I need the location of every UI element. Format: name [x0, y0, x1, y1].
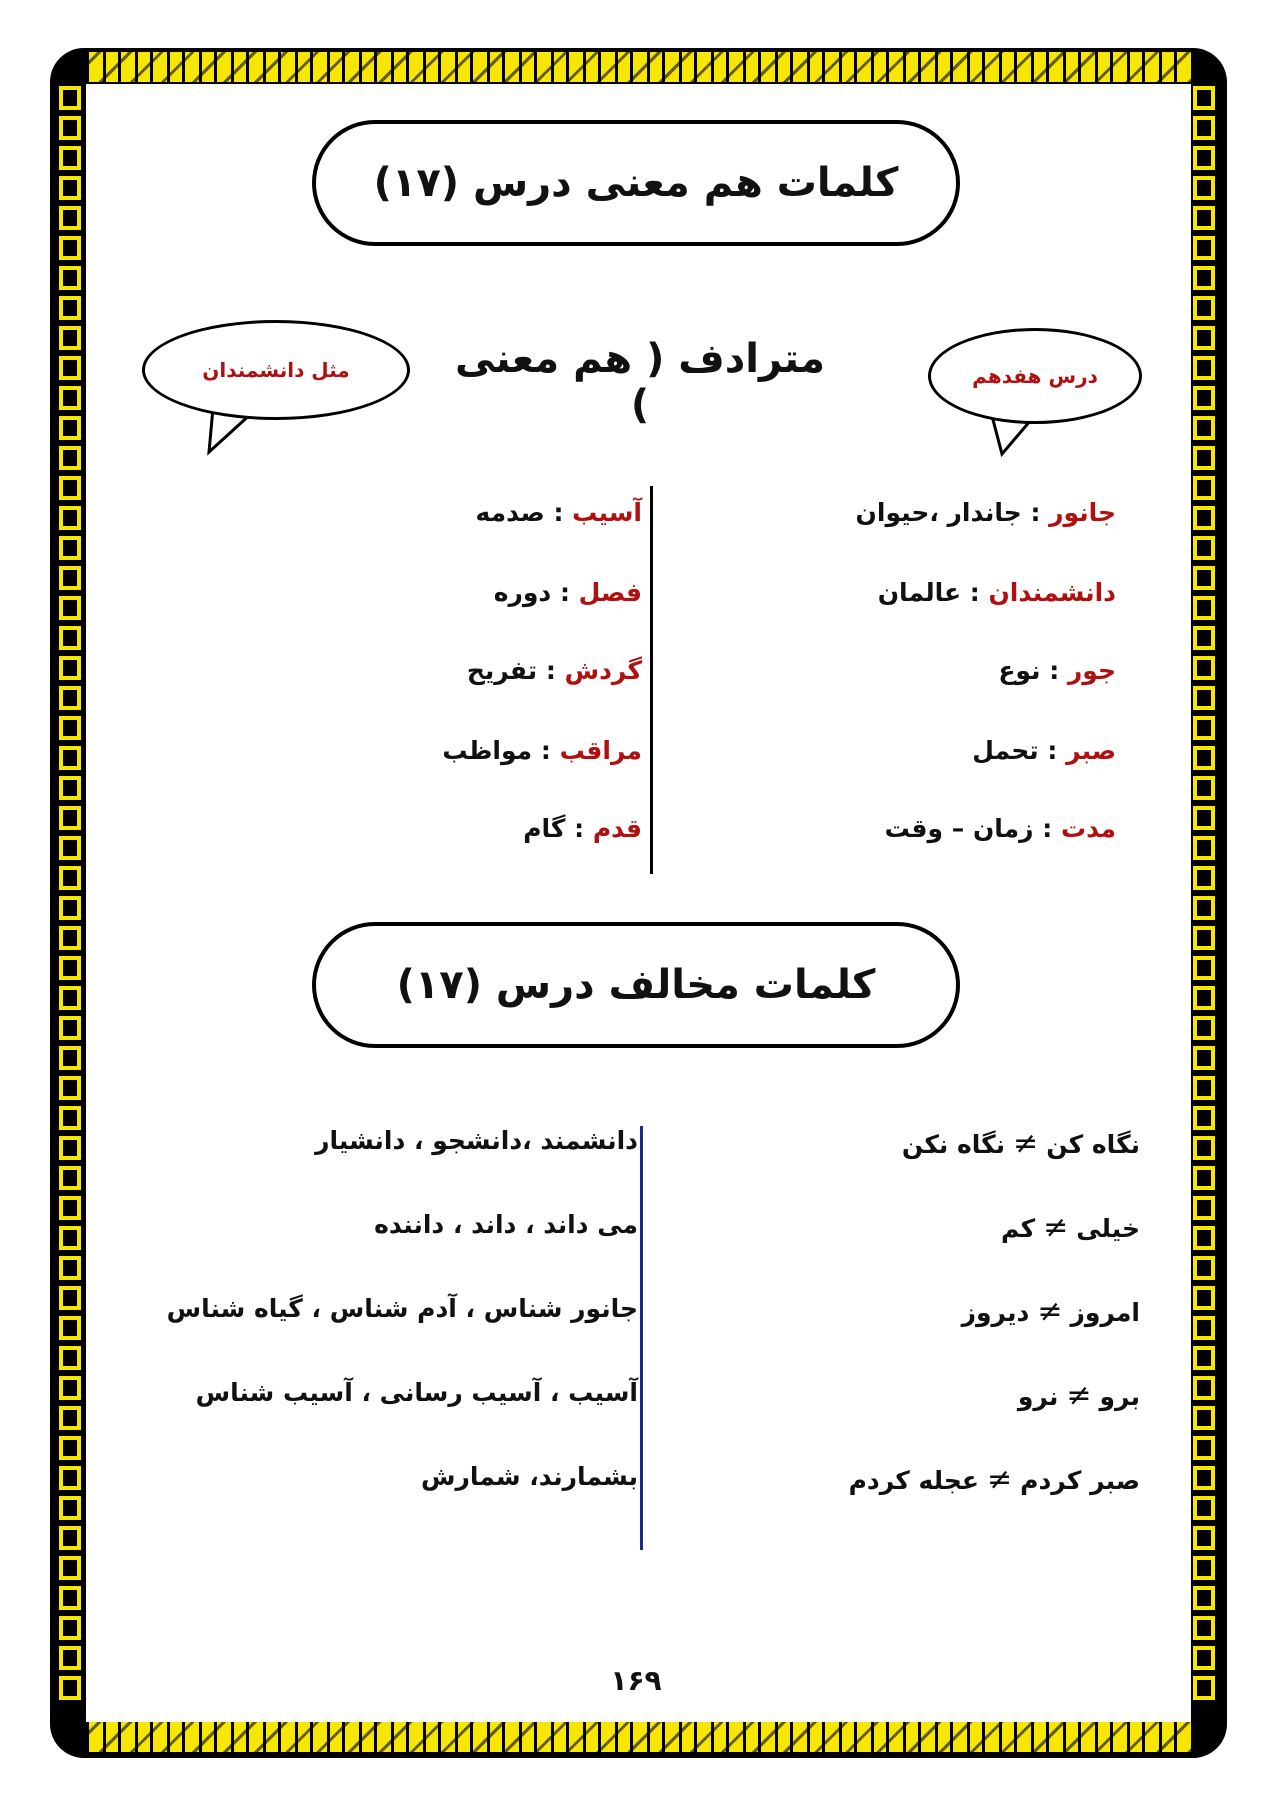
border-square: [59, 1406, 81, 1430]
word-family-row: می داند ، داند ، داننده: [374, 1210, 638, 1239]
bubble-right-text: درس هفدهم: [972, 364, 1098, 388]
border-square: [59, 116, 81, 140]
border-square: [59, 446, 81, 470]
border-square: [59, 866, 81, 890]
border-square: [59, 1136, 81, 1160]
bubble-left-text: مثل دانشمندان: [202, 358, 350, 382]
border-square: [59, 236, 81, 260]
border-square: [1193, 1616, 1215, 1640]
border-square: [1193, 866, 1215, 890]
border-square: [1193, 1136, 1215, 1160]
border-square: [1193, 506, 1215, 530]
border-square: [1193, 1196, 1215, 1220]
border-square: [1193, 596, 1215, 620]
border-square: [59, 326, 81, 350]
border-square: [1193, 1586, 1215, 1610]
border-square: [1193, 686, 1215, 710]
synonym-row: مراقب : مواظب: [442, 736, 642, 765]
synonym-row: آسیب : صدمه: [475, 498, 642, 527]
border-square: [1193, 1106, 1215, 1130]
border-square: [59, 1496, 81, 1520]
border-square: [59, 206, 81, 230]
border-square: [59, 1616, 81, 1640]
border-square: [1193, 1466, 1215, 1490]
border-square: [59, 536, 81, 560]
border-square: [1193, 1076, 1215, 1100]
border-square: [59, 1586, 81, 1610]
synonym-row: دانشمندان : عالمان: [877, 578, 1116, 607]
word-family-row: جانور شناس ، آدم شناس ، گیاه شناس: [166, 1294, 638, 1323]
border-square: [1193, 146, 1215, 170]
border-square: [1193, 116, 1215, 140]
border-square: [1193, 176, 1215, 200]
synonym-row: جانور : جاندار ،حیوان: [855, 498, 1116, 527]
border-square: [1193, 296, 1215, 320]
border-square: [59, 746, 81, 770]
border-square: [1193, 716, 1215, 740]
border-square: [59, 1286, 81, 1310]
border-square: [1193, 86, 1215, 110]
border-square: [59, 266, 81, 290]
synonym-row: قدم : گام: [523, 814, 642, 843]
border-square: [1193, 1226, 1215, 1250]
border-square: [59, 416, 81, 440]
border-square: [1193, 1436, 1215, 1460]
border-square: [59, 1646, 81, 1670]
border-square: [59, 956, 81, 980]
border-square: [59, 926, 81, 950]
synonym-row: جور : نوع: [998, 656, 1116, 685]
border-square: [59, 296, 81, 320]
border-square: [1193, 926, 1215, 950]
antonym-row: صبر کردم≠عجله کردم: [848, 1462, 1140, 1497]
border-square: [59, 1436, 81, 1460]
antonyms-divider: [640, 1126, 643, 1550]
border-square: [59, 1166, 81, 1190]
border-square: [59, 1376, 81, 1400]
border-square: [59, 986, 81, 1010]
border-square: [1193, 236, 1215, 260]
border-square: [59, 476, 81, 500]
border-square: [59, 1076, 81, 1100]
border-square: [59, 686, 81, 710]
border-square: [59, 1256, 81, 1280]
border-square: [59, 656, 81, 680]
synonyms-divider: [650, 486, 653, 874]
border-square: [1193, 1676, 1215, 1700]
border-square: [1193, 1166, 1215, 1190]
border-square: [1193, 776, 1215, 800]
border-square: [1193, 536, 1215, 560]
border-square: [59, 386, 81, 410]
border-square: [59, 566, 81, 590]
synonym-row: گردش : تفریح: [466, 656, 642, 685]
border-square: [1193, 896, 1215, 920]
border-square: [59, 506, 81, 530]
border-square: [1193, 1646, 1215, 1670]
border-square: [59, 1226, 81, 1250]
border-square: [59, 146, 81, 170]
border-square: [1193, 206, 1215, 230]
border-square: [59, 1106, 81, 1130]
border-square: [1193, 1346, 1215, 1370]
synonym-row: مدت : زمان – وقت: [884, 814, 1116, 843]
border-square: [59, 776, 81, 800]
border-square: [1193, 656, 1215, 680]
border-square: [1193, 626, 1215, 650]
border-square: [59, 1676, 81, 1700]
border-square: [59, 1556, 81, 1580]
border-square: [59, 896, 81, 920]
border-square: [59, 806, 81, 830]
border-square: [1193, 356, 1215, 380]
border-square: [1193, 416, 1215, 440]
border-square: [59, 1016, 81, 1040]
word-family-row: دانشمند ،دانشجو ، دانشیار: [315, 1126, 638, 1155]
antonym-row: خیلی≠کم: [1000, 1210, 1140, 1245]
border-square: [1193, 446, 1215, 470]
border-square: [59, 1196, 81, 1220]
border-square: [1193, 1526, 1215, 1550]
page-number: ۱۶۹: [610, 1664, 662, 1697]
border-square: [1193, 746, 1215, 770]
border-square: [1193, 476, 1215, 500]
synonym-row: فصل : دوره: [493, 578, 642, 607]
antonyms-title: کلمات مخالف درس (۱۷): [396, 962, 876, 1008]
border-square: [1193, 326, 1215, 350]
word-family-row: بشمارند، شمارش: [420, 1462, 638, 1491]
border-square: [1193, 1046, 1215, 1070]
border-square: [1193, 566, 1215, 590]
border-square: [59, 836, 81, 860]
border-square: [59, 86, 81, 110]
right-border-strip: [1190, 86, 1218, 1720]
border-square: [59, 716, 81, 740]
synonyms-subtitle: مترادف ( هم معنی ): [455, 336, 825, 428]
border-square: [59, 1346, 81, 1370]
word-families-column: [166, 0, 638, 1600]
border-square: [59, 356, 81, 380]
synonyms-title: کلمات هم معنی درس (۱۷): [373, 160, 899, 206]
left-border-strip: [56, 86, 84, 1720]
word-family-row: آسیب ، آسیب رسانی ، آسیب شناس: [195, 1378, 638, 1407]
antonym-row: نگاه کن≠نگاه نکن: [901, 1126, 1140, 1161]
border-square: [1193, 1376, 1215, 1400]
border-square: [1193, 1496, 1215, 1520]
synonym-row: صبر : تحمل: [972, 736, 1116, 765]
border-square: [1193, 986, 1215, 1010]
border-square: [1193, 1406, 1215, 1430]
border-square: [1193, 1016, 1215, 1040]
border-square: [1193, 836, 1215, 860]
border-square: [1193, 1556, 1215, 1580]
antonyms-column: [720, 0, 1140, 1600]
border-square: [59, 596, 81, 620]
antonym-row: امروز≠دیروز: [961, 1294, 1140, 1329]
antonym-row: برو≠نرو: [1017, 1378, 1140, 1413]
border-square: [59, 1046, 81, 1070]
border-square: [59, 1526, 81, 1550]
border-square: [59, 1316, 81, 1340]
border-square: [1193, 806, 1215, 830]
border-square: [1193, 1256, 1215, 1280]
border-square: [1193, 266, 1215, 290]
border-square: [1193, 1286, 1215, 1310]
border-square: [59, 626, 81, 650]
bottom-border-strip: [86, 1722, 1191, 1752]
border-square: [1193, 956, 1215, 980]
border-square: [59, 176, 81, 200]
border-square: [1193, 386, 1215, 410]
border-square: [59, 1466, 81, 1490]
border-square: [1193, 1316, 1215, 1340]
